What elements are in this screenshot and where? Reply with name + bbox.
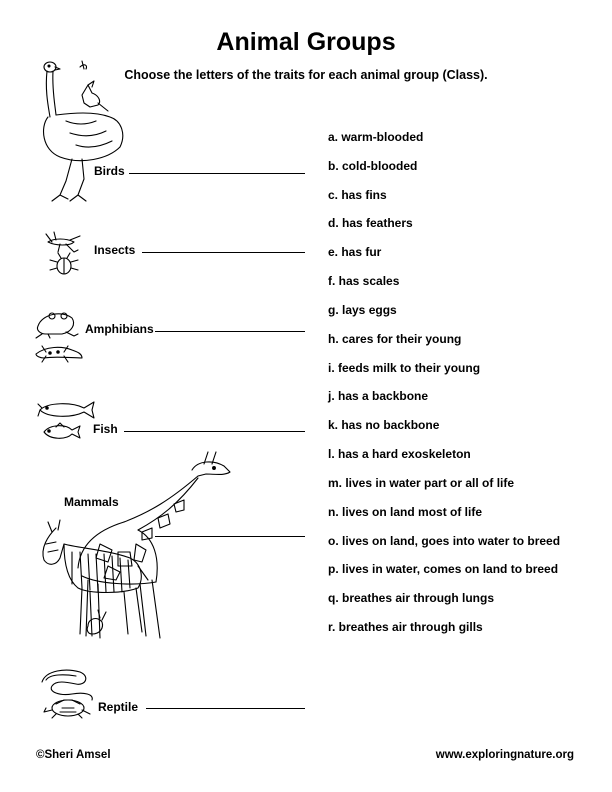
trait-item: c. has fins: [328, 188, 387, 202]
group-label-fish: Fish: [93, 422, 118, 436]
website-link[interactable]: www.exploringnature.org: [435, 749, 574, 761]
trait-item: p. lives in water, comes on land to breed: [328, 562, 559, 576]
amphibian-illustration: [32, 306, 84, 364]
trait-item: g. lays eggs: [328, 303, 397, 317]
trait-item: m. lives in water part or all of life: [328, 476, 515, 490]
trait-item: f. has scales: [328, 274, 400, 288]
answer-line-mammals[interactable]: [155, 536, 305, 537]
trait-item: d. has feathers: [328, 216, 413, 230]
trait-item: j. has a backbone: [328, 389, 429, 403]
answer-line-reptile[interactable]: [146, 708, 305, 709]
fish-illustration: [38, 396, 96, 442]
trait-item: n. lives on land most of life: [328, 505, 483, 519]
trait-item: q. breathes air through lungs: [328, 591, 495, 605]
trait-item: r. breathes air through gills: [328, 620, 483, 634]
mammal-illustration: [38, 448, 254, 644]
group-label-birds: Birds: [94, 164, 125, 178]
answer-line-amphibians[interactable]: [155, 331, 305, 332]
answer-line-insects[interactable]: [142, 252, 305, 253]
copyright-text: ©Sheri Amsel: [36, 749, 111, 761]
trait-item: k. has no backbone: [328, 418, 440, 432]
page-title: Animal Groups: [216, 28, 396, 56]
group-label-reptile: Reptile: [98, 700, 139, 714]
trait-item: i. feeds milk to their young: [328, 361, 481, 375]
insect-illustration: [44, 232, 84, 278]
answer-line-fish[interactable]: [124, 431, 305, 432]
trait-item: o. lives on land, goes into water to breed: [328, 534, 561, 548]
group-label-mammals: Mammals: [64, 495, 119, 509]
trait-item: b. cold-blooded: [328, 159, 418, 173]
reptile-illustration: [36, 664, 100, 722]
trait-item: e. has fur: [328, 245, 382, 259]
group-label-insects: Insects: [94, 243, 136, 257]
instructions: Choose the letters of the traits for each animal group (Class).: [124, 68, 488, 82]
answer-line-birds[interactable]: [129, 173, 305, 174]
group-label-amphibians: Amphibians: [85, 322, 154, 336]
trait-item: a. warm-blooded: [328, 130, 424, 144]
trait-item: h. cares for their young: [328, 332, 462, 346]
trait-item: l. has a hard exoskeleton: [328, 447, 471, 461]
ostrich-illustration: [36, 55, 136, 205]
